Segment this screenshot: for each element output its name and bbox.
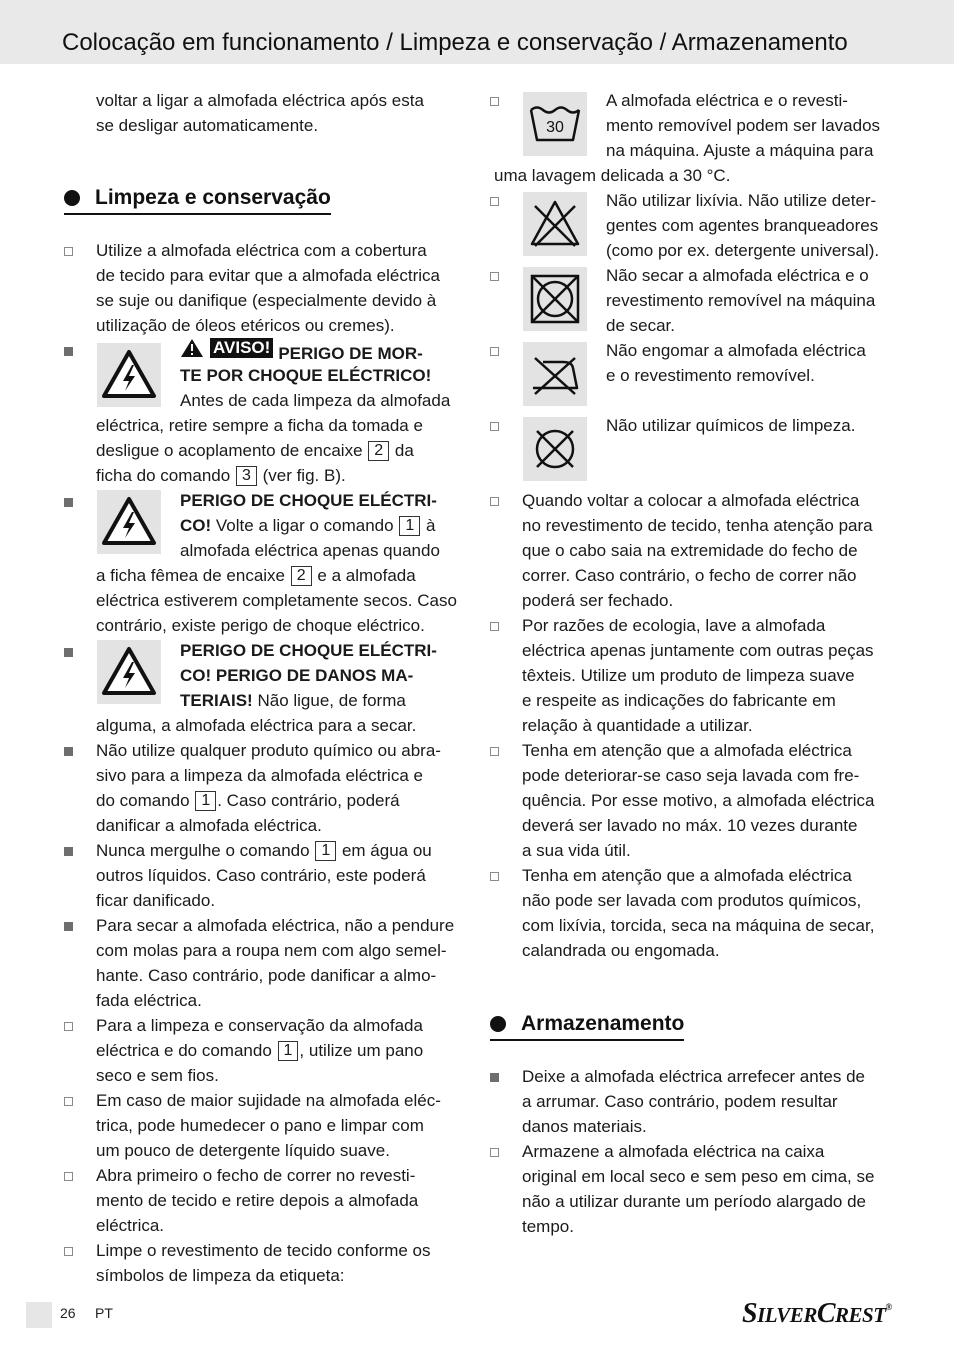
care-text: Não engomar a almofada eléctrica: [606, 341, 866, 360]
list-item-text: outros líquidos. Caso contrário, este poderá: [96, 866, 426, 885]
care-text: mento removível podem ser lavados: [606, 116, 881, 135]
warning-text: [96, 438, 414, 463]
list-item-text: se suje ou danifique (especialmente devido à: [96, 291, 437, 310]
brand-logo: [742, 1298, 892, 1330]
section-heading-storage: [490, 1011, 684, 1041]
warning-text: alguma, a almofada eléctrica para a secar.: [96, 716, 417, 735]
text-fragment: a ficha fêmea de encaixe: [96, 566, 286, 585]
warning-heading-text: PERIGO DE MOR-: [278, 344, 423, 363]
text-fragment: desligue o acoplamento de encaixe: [96, 441, 363, 460]
warning-heading: [180, 338, 423, 366]
care-text: revestimento removível na máquina: [606, 291, 876, 310]
hollow-bullet-icon: [490, 197, 499, 206]
hollow-bullet-icon: [64, 1172, 73, 1181]
list-item-text: Deixe a almofada eléctrica arrefecer antes de: [522, 1067, 866, 1086]
list-item-text: pode deteriorar-se caso seja lavada com fre-: [522, 766, 860, 785]
hollow-bullet-icon: [490, 497, 499, 506]
text-fragment: à: [425, 516, 436, 535]
list-item-text: hante. Caso contrário, pode danificar a almo-: [96, 966, 437, 985]
list-item-text: danificar a almofada eléctrica.: [96, 816, 322, 835]
text-fragment: Não ligue, de forma: [257, 691, 406, 710]
list-item-text: Limpe o revestimento de tecido conforme os: [96, 1241, 431, 1260]
list-item-text: Por razões de ecologia, lave a almofada: [522, 616, 826, 635]
text-fragment: Nunca mergulhe o comando: [96, 841, 310, 860]
hollow-bullet-icon: [64, 1097, 73, 1106]
list-item-text: Armazene a almofada eléctrica na caixa: [522, 1142, 825, 1161]
part-number: 2: [291, 566, 312, 586]
no-iron-icon: [523, 342, 587, 406]
filled-bullet-icon: [490, 1073, 499, 1082]
brand-letter: C: [816, 1298, 836, 1329]
care-text: e o revestimento removível.: [606, 366, 815, 385]
warning-text: [96, 463, 346, 488]
list-item-text: utilização de óleos etéricos ou cremes).: [96, 316, 395, 335]
list-item-text: Utilize a almofada eléctrica com a cobertura: [96, 241, 427, 260]
hollow-bullet-icon: [64, 1022, 73, 1031]
warning-heading-text: PERIGO DE CHOQUE ELÉCTRI-: [180, 641, 437, 660]
care-text: gentes com agentes branqueadores: [606, 216, 879, 235]
list-item-text: Para a limpeza e conservação da almofada: [96, 1016, 423, 1035]
list-item-text: a sua vida útil.: [522, 841, 631, 860]
hollow-bullet-icon: [490, 347, 499, 356]
list-item-text: ficar danificado.: [96, 891, 216, 910]
list-item-text: não pode ser lavada com produtos químicos,: [522, 891, 862, 910]
part-number: 1: [399, 516, 420, 536]
text-fragment: ficha do comando: [96, 466, 231, 485]
filled-bullet-icon: [64, 922, 73, 931]
text-fragment: . Caso contrário, poderá: [217, 791, 400, 810]
no-tumble-dry-icon: [523, 267, 587, 331]
list-item-text: eléctrica apenas juntamente com outras peças: [522, 641, 874, 660]
no-dry-clean-icon: [523, 417, 587, 481]
care-text: (como por ex. detergente universal).: [606, 241, 880, 260]
list-item-text: sivo para a limpeza da almofada eléctrica e: [96, 766, 423, 785]
warning-text: eléctrica estiverem completamente secos. Caso: [96, 591, 457, 610]
filled-bullet-icon: [64, 747, 73, 756]
care-text: de secar.: [606, 316, 675, 335]
warning-heading-text: PERIGO DE CHOQUE ELÉCTRI-: [180, 491, 437, 510]
wash-temperature: 30: [546, 119, 564, 136]
section-bullet-icon: [490, 1016, 506, 1032]
list-item-text: um pouco de detergente líquido suave.: [96, 1141, 390, 1160]
list-item-text: seco e sem fios.: [96, 1066, 219, 1085]
care-text: Não utilizar químicos de limpeza.: [606, 416, 856, 435]
brand-letters: REST: [835, 1303, 886, 1327]
care-text: A almofada eléctrica e o revesti-: [606, 91, 848, 110]
warning-text: contrário, existe perigo de choque eléctrico.: [96, 616, 425, 635]
list-item-text: deverá ser lavado no máx. 10 vezes durante: [522, 816, 858, 835]
list-item-text: com molas para a roupa nem com algo semel-: [96, 941, 447, 960]
part-number: 2: [368, 441, 389, 461]
list-item-text: [96, 838, 432, 863]
list-item-text: relação à quantidade a utilizar.: [522, 716, 753, 735]
hollow-bullet-icon: [490, 872, 499, 881]
list-item-text: e respeite as indicações do fabricante em: [522, 691, 836, 710]
hollow-bullet-icon: [490, 1148, 499, 1157]
hollow-bullet-icon: [490, 272, 499, 281]
section-bullet-icon: [64, 190, 80, 206]
text-fragment: do comando: [96, 791, 190, 810]
care-text: Não secar a almofada eléctrica e o: [606, 266, 869, 285]
list-item-text: quência. Por esse motivo, a almofada eléctrica: [522, 791, 875, 810]
page-title: Colocação em funcionamento / Limpeza e conservação / Armazenamento: [62, 29, 848, 56]
list-item-text: têxteis. Utilize um produto de limpeza suave: [522, 666, 855, 685]
warning-heading-text: CO! PERIGO DE DANOS MA-: [180, 666, 414, 685]
warning-heading-text: TERIAIS!: [180, 691, 253, 710]
aviso-badge: [180, 338, 278, 358]
intro-line: se desligar automaticamente.: [96, 116, 319, 135]
electric-shock-warning-icon: [97, 490, 161, 554]
aviso-label: AVISO!: [210, 338, 273, 358]
list-item-text: poderá ser fechado.: [522, 591, 674, 610]
warning-text: eléctrica, retire sempre a ficha da tomada e: [96, 416, 423, 435]
warning-text: [96, 563, 416, 588]
warning-text: almofada eléctrica apenas quando: [180, 541, 440, 560]
list-item-text: tempo.: [522, 1217, 574, 1236]
electric-shock-warning-icon: [97, 640, 161, 704]
list-item-text: original em local seco e sem peso em cima, se: [522, 1167, 875, 1186]
section-heading-cleaning: [64, 185, 331, 215]
part-number: 3: [236, 466, 257, 486]
list-item-text: Para secar a almofada eléctrica, não a pendure: [96, 916, 455, 935]
hollow-bullet-icon: [490, 622, 499, 631]
list-item-text: danos materiais.: [522, 1117, 647, 1136]
part-number: 1: [315, 841, 336, 861]
filled-bullet-icon: [64, 498, 73, 507]
list-item-text: Não utilize qualquer produto químico ou abra-: [96, 741, 441, 760]
list-item-text: de tecido para evitar que a almofada eléctrica: [96, 266, 440, 285]
hollow-bullet-icon: [490, 422, 499, 431]
hollow-bullet-icon: [64, 247, 73, 256]
list-item-text: eléctrica.: [96, 1216, 165, 1235]
hollow-bullet-icon: [64, 1247, 73, 1256]
list-item-text: símbolos de limpeza da etiqueta:: [96, 1266, 345, 1285]
list-item-text: Em caso de maior sujidade na almofada eléc-: [96, 1091, 441, 1110]
list-item-text: [96, 1038, 423, 1063]
wash-30-icon: [523, 92, 587, 156]
list-item-text: que o cabo saia na extremidade do fecho de: [522, 541, 858, 560]
warning-heading-text: TE POR CHOQUE ELÉCTRICO!: [180, 366, 432, 385]
no-bleach-icon: [523, 192, 587, 256]
warning-text: [180, 688, 406, 713]
page-number: 26: [60, 1305, 76, 1321]
list-item-text: não a utilizar durante um período alargado de: [522, 1192, 867, 1211]
list-item-text: Quando voltar a colocar a almofada eléctrica: [522, 491, 860, 510]
list-item-text: com lixívia, torcida, seca na máquina de secar,: [522, 916, 875, 935]
list-item-text: calandrada ou engomada.: [522, 941, 720, 960]
section-title: Limpeza e conservação: [95, 186, 331, 209]
list-item-text: fada eléctrica.: [96, 991, 202, 1010]
text-fragment: em água ou: [341, 841, 432, 860]
care-text: uma lavagem delicada a 30 °C.: [494, 166, 731, 185]
warning-triangle-icon: [180, 338, 204, 358]
text-fragment: da: [394, 441, 414, 460]
text-fragment: , utilize um pano: [299, 1041, 424, 1060]
filled-bullet-icon: [64, 847, 73, 856]
electric-shock-warning-icon: [97, 343, 161, 407]
hollow-bullet-icon: [490, 97, 499, 106]
brand-letters: ILVER: [757, 1303, 817, 1327]
text-fragment: e a almofada: [317, 566, 416, 585]
care-text: na máquina. Ajuste a máquina para: [606, 141, 874, 160]
list-item-text: [96, 788, 400, 813]
text-fragment: (ver fig. B).: [262, 466, 346, 485]
care-text: Não utilizar lixívia. Não utilize deter-: [606, 191, 877, 210]
warning-heading-text: CO!: [180, 516, 212, 535]
section-title: Armazenamento: [521, 1012, 685, 1035]
text-fragment: Volte a ligar o comando: [215, 516, 394, 535]
intro-line: voltar a ligar a almofada eléctrica após esta: [96, 91, 424, 110]
list-item-text: mento de tecido e retire depois a almofada: [96, 1191, 419, 1210]
filled-bullet-icon: [64, 347, 73, 356]
brand-letter: S: [742, 1298, 758, 1329]
list-item-text: Tenha em atenção que a almofada eléctrica: [522, 741, 852, 760]
part-number: 1: [195, 791, 216, 811]
list-item-text: trica, pode humedecer o pano e limpar com: [96, 1116, 424, 1135]
warning-text: [180, 513, 435, 538]
list-item-text: Abra primeiro o fecho de correr no revesti-: [96, 1166, 416, 1185]
warning-text: Antes de cada limpeza da almofada: [180, 391, 451, 410]
list-item-text: correr. Caso contrário, o fecho de correr não: [522, 566, 857, 585]
list-item-text: a arrumar. Caso contrário, podem resultar: [522, 1092, 838, 1111]
list-item-text: Tenha em atenção que a almofada eléctrica: [522, 866, 852, 885]
page-number-tab: [26, 1302, 52, 1328]
language-code: PT: [95, 1305, 113, 1321]
filled-bullet-icon: [64, 648, 73, 657]
registered-mark: ®: [885, 1302, 892, 1312]
text-fragment: eléctrica e do comando: [96, 1041, 272, 1060]
part-number: 1: [278, 1041, 299, 1061]
hollow-bullet-icon: [490, 747, 499, 756]
list-item-text: no revestimento de tecido, tenha atenção para: [522, 516, 873, 535]
